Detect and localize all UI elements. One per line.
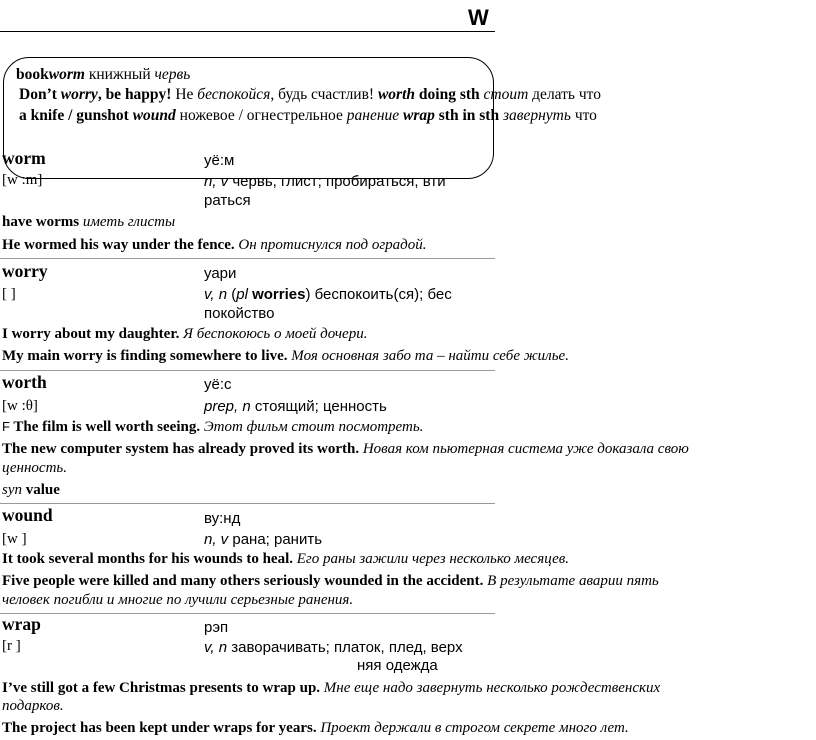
part-of-speech: n, v <box>204 173 229 190</box>
headword-worry: worry <box>2 261 48 281</box>
intro-line-3 <box>19 107 597 125</box>
example-russian: Этот фильм стоит посмотреть. <box>200 419 424 435</box>
example-russian: В результате аварии пять <box>483 573 659 589</box>
example-wrap-1-cont <box>2 698 64 715</box>
definition-wound <box>204 531 322 548</box>
intro-bold: a knife / gunshot <box>19 107 133 124</box>
intro-italic: червь <box>154 66 191 83</box>
definition-worm <box>204 173 446 190</box>
example-worth-2 <box>2 441 689 458</box>
entry-divider <box>0 370 495 371</box>
example-english: I worry about my daughter. <box>2 326 180 342</box>
headword-worm: worm <box>2 148 46 168</box>
meaning-text: ( <box>227 286 237 303</box>
example-english: My main worry is finding somewhere to live. <box>2 348 288 364</box>
example-english: It took several months for his wounds to heal. <box>2 551 293 567</box>
intro-bold: doing sth <box>415 86 480 103</box>
pronunciation-worry: [ ] <box>2 286 16 302</box>
example-marker: F <box>2 419 10 434</box>
entry-divider <box>0 613 495 614</box>
definition-worth <box>204 398 387 415</box>
intro-italic: беспокойся <box>197 86 271 103</box>
intro-bold-italic: wound <box>132 107 176 124</box>
intro-bold-italic: worry <box>60 86 98 103</box>
synonym-worth <box>2 482 60 499</box>
example-russian: Моя основная забо та – найти себе жилье. <box>287 348 569 364</box>
transcription-worm: уё:м <box>204 152 235 169</box>
example-russian: Новая ком пьютерная система уже доказала свою <box>359 441 689 457</box>
example-russian: Проект держали в строгом секрете много лет. <box>316 720 629 736</box>
example-worth-2-cont <box>2 460 67 477</box>
example-russian: подарков. <box>2 698 64 714</box>
example-worm-2 <box>2 237 427 254</box>
transcription-worry: уари <box>204 265 237 282</box>
part-of-speech: n, v <box>204 531 229 548</box>
part-of-speech: v, n <box>204 286 228 303</box>
transcription-wound: ву:нд <box>204 510 241 527</box>
entry-divider <box>0 503 495 504</box>
intro-text: книжный <box>84 66 155 83</box>
example-english: He wormed his way under the fence. <box>2 237 235 253</box>
intro-bold: , be happy! <box>97 86 172 103</box>
pronunciation-worm: [w :m] <box>2 172 43 188</box>
part-of-speech: v, n <box>204 639 228 656</box>
example-worm-1 <box>2 214 175 231</box>
synonym-value: value <box>22 482 60 498</box>
example-russian: Я беспокоюсь о моей дочери. <box>179 326 368 342</box>
synonym-label: syn <box>2 482 22 498</box>
meaning-text: ) беспокоить(ся); бес <box>305 286 452 303</box>
meaning-text: стоящий; ценность <box>250 398 387 415</box>
intro-bold-italic: worth <box>377 86 416 103</box>
example-russian: Его раны зажили через несколько месяцев. <box>293 551 569 567</box>
intro-bold: Don’t <box>19 86 61 103</box>
example-english: The project has been kept under wraps for years. <box>2 720 317 736</box>
headword-wrap: wrap <box>2 614 41 634</box>
header-rule <box>0 31 495 32</box>
example-russian: ценность. <box>2 460 67 476</box>
example-worry-1 <box>2 326 367 343</box>
pronunciation-wound: [w ] <box>2 531 27 547</box>
definition-worry-cont: покойство <box>204 305 275 322</box>
page-letter-header: W <box>468 5 489 30</box>
meaning-text: заворачивать; платок, плед, верх <box>227 639 463 656</box>
example-russian: Он протиснулся под оградой. <box>234 237 427 253</box>
definition-worm-cont: раться <box>204 192 251 209</box>
example-wound-2 <box>2 573 659 590</box>
intro-italic: завернуть <box>502 107 571 124</box>
intro-text: делать что <box>528 86 601 103</box>
example-english: I’ve still got a few Christmas presents to wrap up. <box>2 680 321 696</box>
intro-italic: стоит <box>483 86 529 103</box>
plural-form: worries <box>247 286 306 303</box>
intro-line-1 <box>16 66 190 84</box>
intro-bold: sth in sth <box>434 107 500 124</box>
definition-worry <box>204 286 452 303</box>
transcription-wrap: рэп <box>204 619 229 636</box>
example-english: have worms <box>2 214 80 230</box>
example-worry-2 <box>2 348 569 365</box>
example-wrap-2 <box>2 720 629 737</box>
example-russian: иметь глисты <box>79 214 176 230</box>
intro-text: ножевое / огнестрельное <box>175 107 347 124</box>
intro-bold-italic: wrap <box>403 107 435 124</box>
plural-label: pl <box>236 286 248 303</box>
intro-italic: ранение <box>346 107 400 124</box>
intro-bold: book <box>16 66 49 83</box>
example-wrap-1 <box>2 680 660 697</box>
example-russian: Мне еще надо завернуть несколько рождественских <box>320 680 661 696</box>
pronunciation-worth: [w :θ] <box>2 398 38 414</box>
example-wound-2-cont <box>2 592 353 609</box>
part-of-speech: prep, n <box>204 398 251 415</box>
meaning-text: рана; ранить <box>228 531 323 548</box>
definition-wrap-cont: няя одежда <box>357 657 438 674</box>
intro-bold-italic: worm <box>48 66 85 83</box>
example-russian: человек погибли и многие по лучили серьезные ранения. <box>2 592 354 608</box>
transcription-worth: уё:с <box>204 376 232 393</box>
intro-text: , будь счастлив! <box>270 86 378 103</box>
intro-text: Не <box>171 86 198 103</box>
entry-divider <box>0 258 495 259</box>
example-wound-1 <box>2 551 569 568</box>
headword-wound: wound <box>2 505 53 525</box>
intro-line-2 <box>19 86 601 104</box>
example-english: The film is well worth seeing. <box>9 419 201 435</box>
example-english: Five people were killed and many others seriously wounded in the accident. <box>2 573 484 589</box>
example-worth-1 <box>2 419 423 436</box>
meaning-text: червь, глист; пробираться, вти <box>228 173 446 190</box>
pronunciation-wrap: [r ] <box>2 638 21 654</box>
intro-text: что <box>570 107 597 124</box>
example-english: The new computer system has already proved its worth. <box>2 441 360 457</box>
definition-wrap <box>204 639 463 656</box>
headword-worth: worth <box>2 372 47 392</box>
